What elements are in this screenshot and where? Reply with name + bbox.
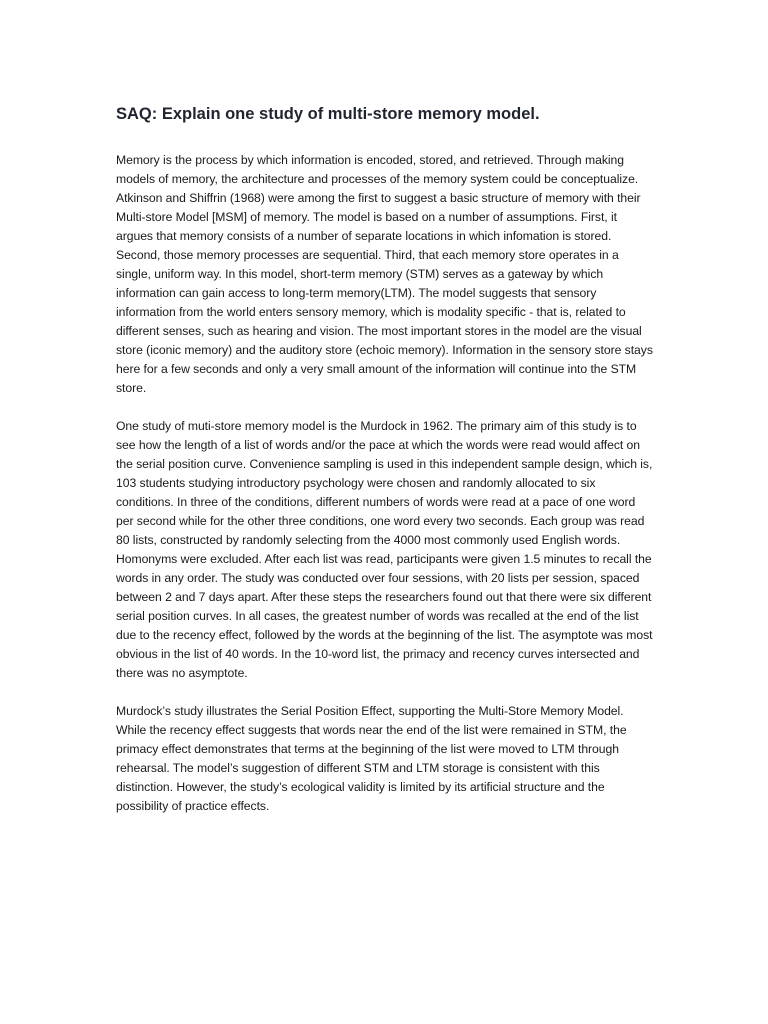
paragraph-evaluation: Murdock’s study illustrates the Serial Position Effect, supporting the Multi-Store Memory Model. While the recency effect suggests that words near the end of the list were remained in STM, the primacy effect demonstrates that terms at the beginning of the list were moved to LTM through rehearsal. The model’s suggestion of different STM and LTM storage is consistent with this distinction. However, the study’s ecological validity is limited by its artificial structure and the possibility of practice effects. — [116, 704, 627, 813]
document-page — [116, 101, 656, 816]
paragraph-murdock-study: One study of muti-store memory model is the Murdock in 1962. The primary aim of this study is to see how the length of a list of words and/or the pace at which the words were read would affect on the serial position curve. Convenience sampling is used in this independent sample design, which is, 103 students studying introductory psychology were chosen and randomly allocated to six conditions. In three of the conditions, different numbers of words were read at a pace of one word per second while for the other three conditions, one word every two seconds. Each group was read 80 lists, constructed by randomly selecting from the 4000 most commonly used English words. Homonyms were excluded. After each list was read, participants were given 1.5 minutes to recall the words in any order. The study was conducted over four sessions, with 20 lists per session, spaced between 2 and 7 days apart. After these steps the researchers found out that there were six different serial position curves. In all cases, the greatest number of words was recalled at the end of the list due to the recency effect, followed by the words at the beginning of the list. The asymptote was most obvious in the list of 40 words. In the 10-word list, the primacy and recency curves intersected and there was no asymptote. — [116, 419, 653, 680]
paragraph-introduction: Memory is the process by which information is encoded, stored, and retrieved. Through making models of memory, the architecture and processes of the memory system could be conceptualize. Atkinson and Shiffrin (1968) were among the first to suggest a basic structure of memory with their Multi-store Model [MSM] of memory. The model is based on a number of assumptions. First, it argues that memory consists of a number of separate locations in which infomation is stored. Second, those memory processes are sequential. Third, that each memory store operates in a single, uniform way. In this model, short-term memory (STM) serves as a gateway by which information can gain access to long-term memory(LTM). The model suggests that sensory information from the world enters sensory memory, which is modality specific - that is, related to different senses, such as hearing and vision. The most important stores in the model are the visual store (iconic memory) and the auditory store (echoic memory). Information in the sensory store stays here for a few seconds and only a very small amount of the information will continue into the STM store. — [116, 153, 653, 395]
document-title: SAQ: Explain one study of multi-store memory model. — [116, 105, 540, 123]
